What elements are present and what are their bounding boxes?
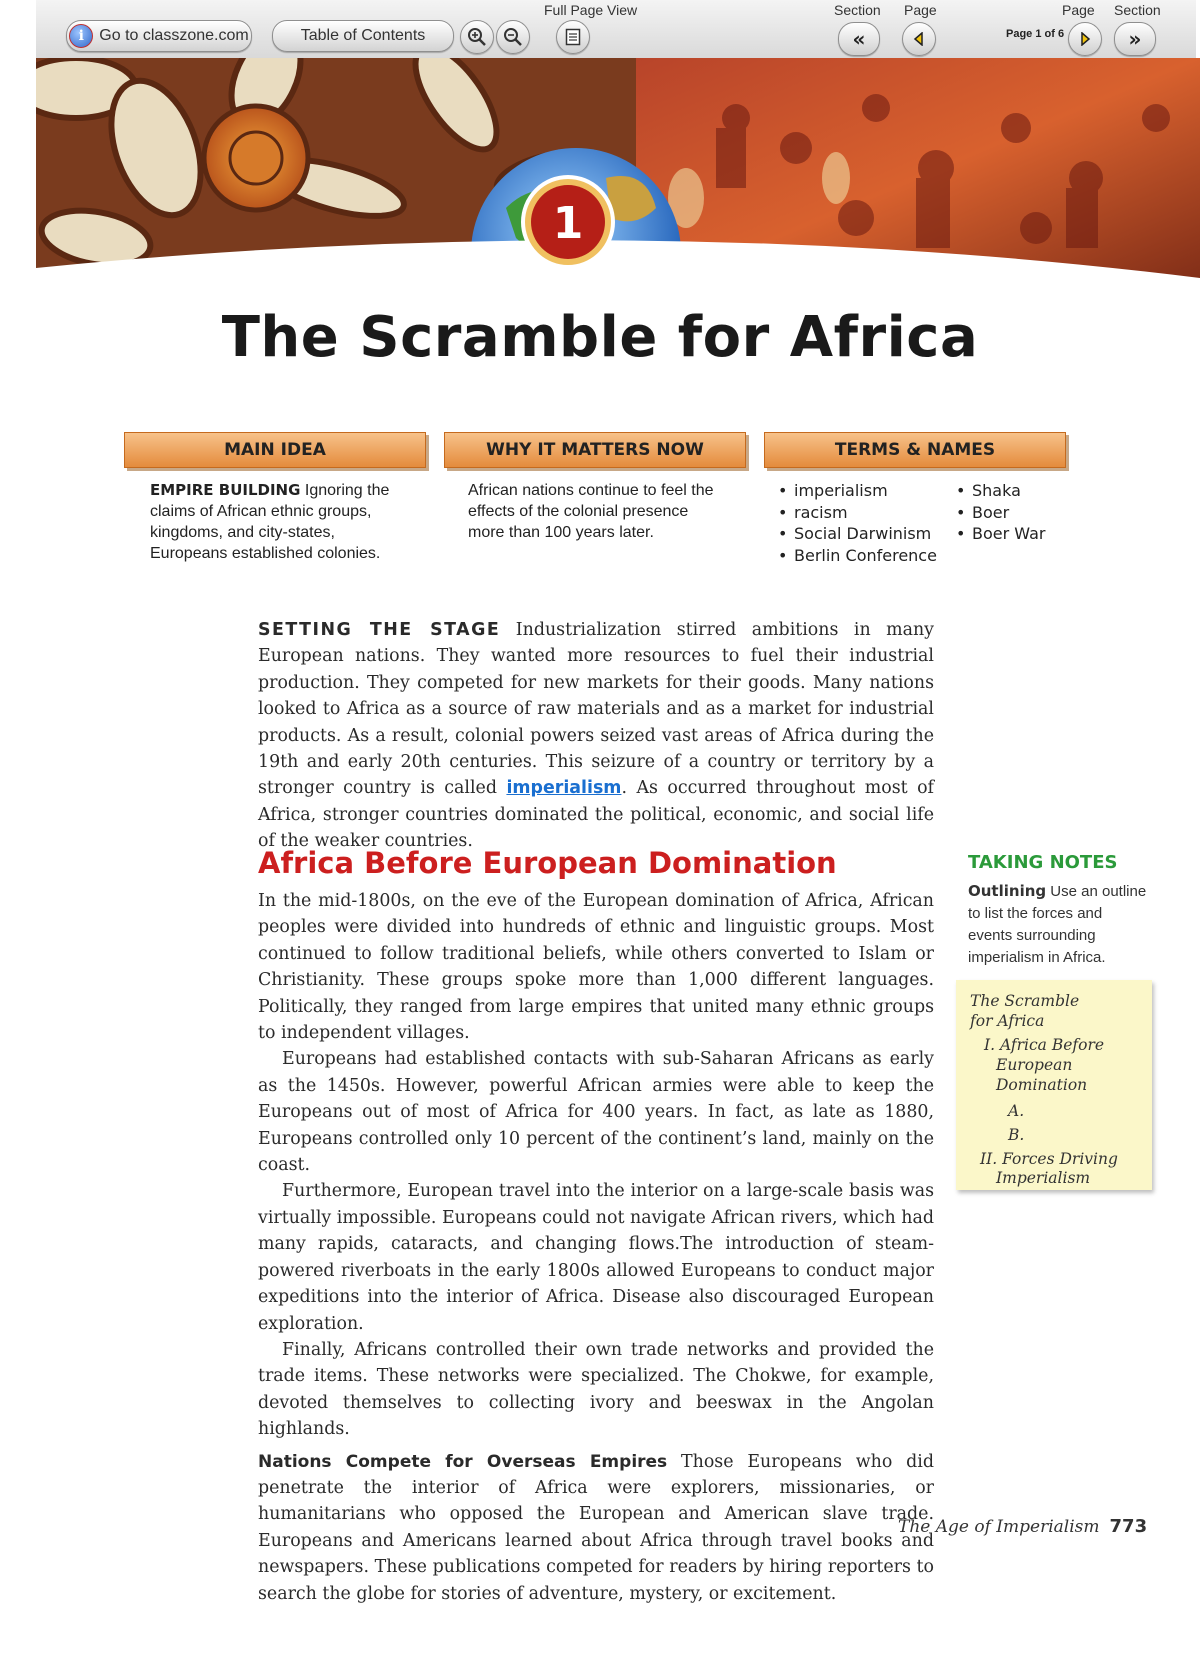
note-title-2: for Africa <box>970 1012 1045 1030</box>
left-arrow-icon <box>912 32 926 46</box>
next-section-button[interactable] <box>1114 22 1156 56</box>
setting-the-stage-text-2: . As occurred throughout most of Africa, stronger countries dominated the political, economic, and social life of the weaker countries. <box>258 778 934 852</box>
previous-section-button[interactable] <box>838 22 880 56</box>
zoom-in-button[interactable] <box>460 20 494 54</box>
subsection-heading: Nations Compete for Overseas Empires <box>258 1451 668 1472</box>
page-label-left: Page <box>904 2 937 18</box>
section-number-badge: 1 <box>552 198 584 249</box>
term-item[interactable]: • Social Darwinism <box>776 523 956 545</box>
full-page-view-button[interactable] <box>556 20 590 54</box>
term-item[interactable]: • racism <box>776 502 956 524</box>
body-paragraph: Europeans had established contacts with sub-Saharan Africans as early as the 1450s. However, powerful African armies were able to keep the Europeans out of most of Africa for 400 years. In fact, as late as 1880, Europeans controlled only 10 percent of the continent’s land, mainly on the coast. <box>258 1049 934 1176</box>
body-paragraph: In the mid-1800s, on the eve of the European domination of Africa, African peoples were divided into hundreds of ethnic and linguistic groups. Most continued to follow traditional beliefs, while others converted to Islam or Christianity. These groups spoke more than 1,000 different languages. Politically, they ranged from large empires that united many ethnic groups to independent villages. <box>258 891 934 1044</box>
main-idea-body: Ignoring the claims of African ethnic groups, kingdoms, and city-states, Europeans established colonies. <box>150 482 390 562</box>
section-label-left: Section <box>834 2 881 18</box>
taking-notes-body: Use an outline to list the forces and events surrounding imperialism in Africa. <box>968 883 1147 966</box>
double-left-arrow-icon: « <box>852 27 866 51</box>
page-footer <box>898 1516 1147 1537</box>
info-icon: i <box>69 24 93 48</box>
full-page-view-label: Full Page View <box>544 2 638 18</box>
page-label-right: Page <box>1062 2 1095 18</box>
page-icon <box>565 28 581 46</box>
term-item[interactable]: • Shaka <box>954 480 1074 502</box>
page-title: The Scramble for Africa <box>221 305 979 370</box>
section-body <box>258 888 934 1607</box>
body-paragraph: Furthermore, European travel into the interior on a large-scale basis was virtually impossible. Europeans could not navigate African rivers, which had many rapids, cataracts, and changing flows.The introduction of steam-powered riverboats in the early 1800s allowed Europeans to conduct major expeditions into the interior of Africa. Disease also discouraged European exploration. <box>258 1181 934 1334</box>
terms-list-col1 <box>776 480 956 566</box>
taking-notes-lead: Outlining <box>968 882 1047 900</box>
note-item-1-line-3: Domination <box>996 1076 1088 1094</box>
main-idea-header: MAIN IDEA <box>124 432 426 468</box>
term-item[interactable]: • Boer War <box>954 523 1074 545</box>
term-item[interactable]: • Berlin Conference <box>776 545 956 567</box>
why-it-matters-text: African nations continue to feel the effects of the colonial presence more than 100 years later. <box>468 482 714 541</box>
setting-the-stage-label: SETTING THE STAGE <box>258 620 501 640</box>
note-sub-a: A. <box>1008 1102 1025 1120</box>
note-title-1: The Scramble <box>970 992 1080 1010</box>
terms-list-col2 <box>954 480 1074 545</box>
chapter-banner <box>36 58 1200 298</box>
subsection-text: Those Europeans who did penetrate the interior of Africa were explorers, missionaries, or humanitarians who opposed the European and American slave trade. Europeans and Americans learned about Africa through travel books and newspapers. These publications competed for readers by hiring reporters to search the globe for stories of adventure, mystery, or excitement. <box>258 1451 934 1604</box>
page-indicator: Page 1 of 6 <box>1006 28 1065 40</box>
previous-page-button[interactable] <box>902 22 936 56</box>
book-title: The Age of Imperialism <box>898 1517 1100 1537</box>
zoom-out-icon <box>503 27 523 47</box>
section-heading: Africa Before European Domination <box>258 846 837 880</box>
go-to-classzone-button[interactable] <box>66 20 252 52</box>
taking-notes-text <box>968 880 1148 969</box>
note-item-2-line-1: II. Forces Driving <box>980 1150 1118 1168</box>
zoom-out-button[interactable] <box>496 20 530 54</box>
double-right-arrow-icon: » <box>1128 27 1142 51</box>
setting-the-stage-text-1: Industrialization stirred ambitions in many European nations. They wanted more resources to fuel their industrial production. They competed for new markets for their goods. Many nations looked to Africa as a source of raw materials and as a market for industrial products. As a result, colonial powers seized vast areas of Africa during the 19th and early 20th centuries. This seizure of a country or territory by a stronger country is called <box>258 620 935 799</box>
main-idea-lead: EMPIRE BUILDING <box>150 481 301 499</box>
note-item-1-line-1: I. Africa Before <box>984 1036 1105 1054</box>
note-item-1-line-2: European <box>996 1056 1073 1074</box>
next-page-button[interactable] <box>1068 22 1102 56</box>
terms-names-header: TERMS & NAMES <box>764 432 1066 468</box>
term-item[interactable]: • imperialism <box>776 480 956 502</box>
banner-illustration <box>36 58 1200 298</box>
setting-the-stage-paragraph <box>258 617 934 855</box>
taking-notes-heading: TAKING NOTES <box>968 852 1118 873</box>
table-of-contents-button[interactable] <box>272 20 454 52</box>
note-sub-b: B. <box>1008 1126 1025 1144</box>
outline-note-card <box>956 980 1152 1190</box>
subsection-paragraph <box>258 1449 934 1607</box>
body-paragraph: Finally, Africans controlled their own trade networks and provided the trade items. These networks were specialized. The Chokwe, for example, devoted themselves to collecting ivory and beeswax in the Angolan highlands. <box>258 1339 934 1440</box>
table-of-contents-label: Table of Contents <box>300 27 426 44</box>
right-arrow-icon <box>1078 32 1092 46</box>
go-to-classzone-label: Go to classzone.com <box>99 27 249 44</box>
imperialism-term-link[interactable]: imperialism <box>506 778 622 799</box>
term-item[interactable]: • Boer <box>954 502 1074 524</box>
navigation-toolbar <box>36 0 1196 59</box>
why-it-matters-header: WHY IT MATTERS NOW <box>444 432 746 468</box>
zoom-in-icon <box>467 27 487 47</box>
section-label-right: Section <box>1114 2 1161 18</box>
main-idea-text <box>150 480 410 564</box>
page-number: 773 <box>1109 1516 1148 1537</box>
note-item-2-line-2: Imperialism <box>996 1169 1091 1187</box>
